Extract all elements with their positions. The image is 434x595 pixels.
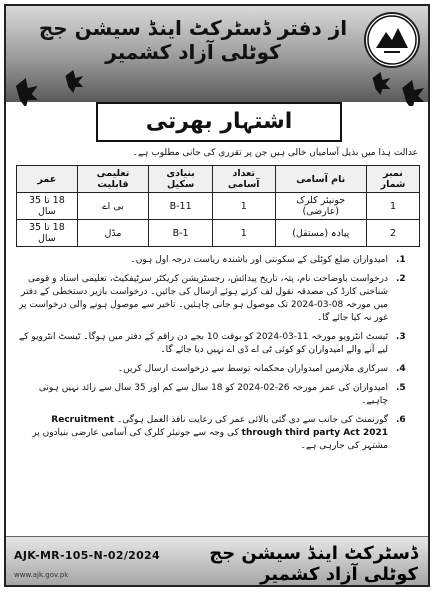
term-number: 6. bbox=[396, 415, 406, 425]
footer-bar bbox=[6, 536, 428, 585]
advertisement-code: AJK-MR-105-N-02/2024 bbox=[14, 549, 160, 562]
cell-serial: 1 bbox=[366, 193, 419, 220]
term-number: 4. bbox=[396, 364, 406, 374]
leaves-decoration-icon bbox=[6, 66, 428, 106]
term-text: امیدواران ضلع کوٹلی کے سکونتی اور باشندہ ریاست درجہ اول ہوں۔ bbox=[130, 255, 388, 265]
header-title: از دفتر ڈسٹرکٹ اینڈ سیشن جج کوٹلی آزاد کشمیر bbox=[38, 16, 348, 64]
cell-scale: B-1 bbox=[149, 220, 213, 247]
intro-text: عدالت ہذا میں بذیل آسامیاں خالی ہیں جن پر تقرری کی جانی مطلوب ہے۔ bbox=[132, 148, 418, 158]
term-text: امیدواران کی عمر مورخہ 26-02-2024 کو 18 سال سے کم اور 35 سال سے زائد نہیں ہونی چاہیے۔ bbox=[38, 383, 388, 406]
list-item bbox=[14, 331, 418, 357]
table-header-row bbox=[17, 166, 420, 193]
header-qualification: تعلیمی قابلیت bbox=[77, 166, 149, 193]
list-item bbox=[14, 414, 418, 453]
government-emblem-icon bbox=[364, 12, 420, 68]
table-row bbox=[17, 193, 420, 220]
advertisement-page bbox=[4, 4, 430, 587]
term-text: ٹیسٹ انٹرویو مورخہ 11-03-2024 کو بوقت 10 بجے دن راقم کے دفتر میں ہوگا۔ ٹیسٹ انٹرویو کے لیے آنے والے امیدواران کو کوئی ٹی اے ڈی اے نہیں دیا جائے گا۔ bbox=[18, 332, 388, 355]
list-item bbox=[14, 363, 418, 376]
footer-signature-title: ڈسٹرکٹ اینڈ سیشن جج کوٹلی آزاد کشمیر bbox=[209, 543, 418, 585]
header-age: عمر bbox=[17, 166, 78, 193]
header-post: نام آسامی bbox=[275, 166, 366, 193]
terms-list bbox=[14, 254, 418, 459]
recruitment-note: Recruitment through bbox=[51, 415, 283, 438]
header-serial: نمبر شمار bbox=[366, 166, 419, 193]
cell-post: پیادہ (مستقل) bbox=[275, 220, 366, 247]
website-link[interactable]: www.ajk.gov.pk bbox=[14, 571, 69, 579]
list-item bbox=[14, 254, 418, 267]
cell-count: 1 bbox=[212, 220, 275, 247]
cell-count: 1 bbox=[212, 193, 275, 220]
term-number: 3. bbox=[396, 332, 406, 342]
term-number: 2. bbox=[396, 274, 406, 284]
vacancy-table bbox=[16, 165, 420, 247]
header-count: تعداد آسامی bbox=[212, 166, 275, 193]
act-note: third party Act 2021 bbox=[285, 428, 388, 438]
term-text bbox=[14, 414, 396, 453]
term-text: سرکاری ملازمین امیدواران محکمانہ توسط سے درخواست ارسال کریں۔ bbox=[117, 364, 388, 374]
cell-qualification: بی اے bbox=[77, 193, 149, 220]
recruitment-banner: اشتہار بھرتی bbox=[96, 102, 342, 142]
term-tail: کی وجہ سے جونیئر کلرک کی آسامی عارضی بنیادوں پر مشتہر کی جارہی ہے۔ bbox=[32, 428, 388, 451]
table-row bbox=[17, 220, 420, 247]
cell-qualification: مڈل bbox=[77, 220, 149, 247]
header-banner bbox=[6, 6, 428, 102]
term-number: 5. bbox=[396, 383, 406, 393]
cell-serial: 2 bbox=[366, 220, 419, 247]
list-item bbox=[14, 382, 418, 408]
term-number: 1. bbox=[396, 255, 406, 265]
term-text: درخواست باوضاحت نام، پتہ، تاریخ پیدائش، رجسٹریشن کریکٹر سرٹیفکیٹ، تعلیمی اسناد و قومی شناختی کارڈ کی مصدقہ نقول لف کرتے ہوئے ارسال کی جائیں۔ درخواست بازیر دستخطی کے دفتر میں مورخہ 08-03-2024 تک موصول ہو جانی چاہئیں۔ تاخیر سے موصول ہونے والی درخواست پر غور نہ کیا جائے گا۔ bbox=[19, 274, 388, 323]
cell-scale: B-11 bbox=[149, 193, 213, 220]
header-scale: بنیادی سکیل bbox=[149, 166, 213, 193]
cell-age: 18 تا 35 سال bbox=[17, 193, 78, 220]
term-text-part: گورنمنٹ کی جانب سے دی گئی بالائی عمر کی رعایت نافذ العمل ہوگی۔ bbox=[116, 415, 388, 425]
list-item bbox=[14, 273, 418, 325]
cell-age: 18 تا 35 سال bbox=[17, 220, 78, 247]
cell-post: جونیئر کلرک (عارضی) bbox=[275, 193, 366, 220]
